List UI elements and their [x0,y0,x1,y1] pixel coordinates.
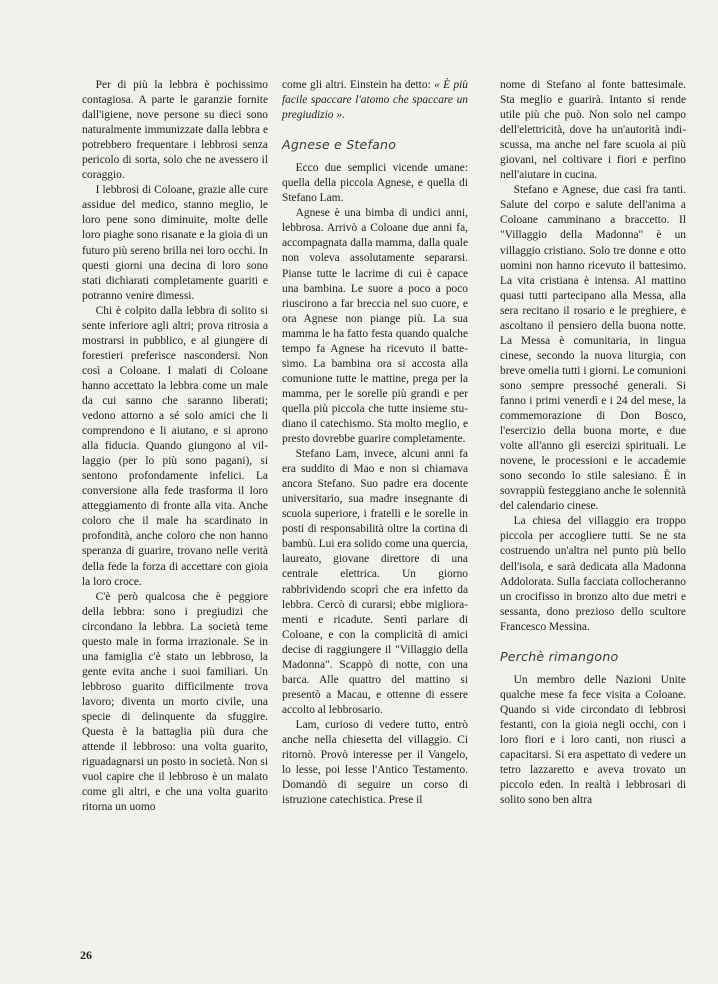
einstein-quote: « È più facile spaccare l'atomo che spaccare un pregiudizio ». [282,79,468,122]
paragraph: Ecco due semplici vicende umane: quella della piccola Agnese, e quella di Stefano Lam. [282,162,468,205]
paragraph: C'è però qualcosa che è peggiore della lebbra: sono i pregiudizi che circondano la lebbra. La società teme questo male in forma irrazionale. Se in una famiglia c'è stato un lebbroso, la gente evita anche i suoi familiari. Un lebbroso guarito difficilmente trova lavoro; diventa un morto civile, una specie di delinquente da sfuggire. Questa è la battaglia più dura che attende il lebbroso: una volta guarito, riguadagnarsi un posto in società. Non si vuol capire che il lebbroso è un malato come gli altri, e che una volta guarito ritorna un uomo [82,590,268,814]
paragraph: La chiesa del villaggio era troppo piccola per accogliere tutti. Se ne sta costruendo un'altra nel punto più bello dell'isola, e sarà dedicata alla Madonna Addolorata. Sulla facciata collocheranno un crocifisso in bronzo alto due metri e sessanta, dono prezioso dello scultore Francesco Messina. [500,515,686,633]
section-heading-agnese-stefano: Agnese e Stefano [282,137,397,153]
paragraph: I lebbrosi di Coloane, grazie alle cure assidue del medico, stanno meglio, le loro pene sono diminuite, molte delle loro piaghe sono risanate e la gioia di un futuro più sereno brilla nei loro occhi. In questi giorni una decina di loro sono stati dichiarati completamente guariti e potranno venire dimessi. [82,184,268,302]
paragraph: Lam, curioso di vedere tutto, entrò anche nella chiesetta del villaggio. Ci ritornò. Provò interesse per il Vangelo, lo lesse, poi lesse l'Antico Testamento. Domandò di seguire un corso di istruzione catechistica. Prese il [282,718,468,807]
paragraph-lead: come gli altri. Einstein ha detto: [282,79,431,91]
page-number: 26 [80,948,92,962]
paragraph: Stefano Lam, invece, alcuni anni fa era suddito di Mao e non si chiamava ancora Stefano. Suo padre era docente universitario, sua madre insegnante di scuola superiore, i fratelli e le sorelle in posti di responsabilità oltre la cortina di bambù. Lui era solido come una quercia, laureato, giovane direttore di una centrale elettrica. Un giorno rabbrividendo scoprì che era infetto da lebbra. Cercò di curarsi; ebbe miglioramenti e ricadute. Sentì parlare di Coloane, e con la complicità di amici decise di raggiungere il "Villaggio della Madonna". Scappò di notte, con una barca. Alle quattro del mattino si presentò a Macau, e ottenne di essere accolto al lebbrosario. [282,448,468,716]
paragraph: Agnese è una bimba di undici anni, lebbrosa. Arrivò a Coloane due anni fa, accompagnata dalla mamma, dalla quale non voleva assolutamente separarsi. Pianse tutte le lacrime di cui è capace una bambina. Le suore a poco a poco riuscirono a far breccia nel suo cuore, e ora Agnese non piange più. La sua mamma le ha fatto festa quando qualche tempo fa Agnese ha ricevuto il battesimo. La bambina ora si accosta alla comunione tutte le mattine, prega per la mamma, per le sorelle più grandi e per quella più piccola che tutte insieme studiano il catechismo. Sta molto meglio, e presto dovrebbe guarire completamente. [282,207,468,446]
paragraph: Stefano e Agnese, due casi fra tanti. Salute del corpo e salute dell'anima a Coloane camminano a braccetto. Il "Villaggio della Madonna" è un villaggio cristiano. Solo tre donne e otto uomini non hanno ricevuto il battesimo. La vita cristiana è intensa. Al mattino quasi tutti partecipano alla Messa, alla sera recitano il rosario e le preghiere, e ascoltano il pensiero della buona notte. La Messa è comunitaria, in lingua cinese, secondo la nuova liturgia, con breve omelia tutti i giorni. Le comunioni sono sempre pressoché generali. Si fanno i primi venerdì e i 24 del mese, la commemorazione di Don Bosco, l'esercizio della buona morte, e due volte all'anno gli esercizi spirituali. Le novene, le processioni e le accademie sono secondo lo stile salesiano. È in sovrappiù festeggiano anche le solennità del calendario cinese. [500,184,686,513]
column-middle [282,78,468,808]
paragraph: nome di Stefano al fonte battesimale. Sta meglio e guarirà. Intanto si rende utile più che può. Non solo nel campo dell'elettricità, dove ha un'autorità indiscussa, ma anche nel fare scuola ai più giovani, nel coltivare i fiori e perfino nell'aiutare in cucina. [500,79,686,182]
paragraph-with-quote [282,78,468,123]
paragraph: Chi è colpito dalla lebbra di solito si sente inferiore agli altri; prova ritrosia a mostrarsi in pubblico, e al giungere di forestieri preferisce nascondersi. Non così a Coloane. I malati di Coloane hanno accettato la lebbra come un male da cui sanno che saranno liberati; vedono attorno a sé solo amici che li comprendono e li aiutano, e si aprono alla fiducia. Quando giungono al villaggio (per lo più sono pagani), si sentono profondamente infelici. La conversione alla fede trasforma il loro atteggiamento di fronte alla vita. Anche coloro che il male ha scardinato in profondità, anche coloro che non hanno speranza di guarire, trovano nelle verità della fede la forza di accettare con gioia la loro croce. [82,304,268,588]
paragraph: Per di più la lebbra è pochissimo contagiosa. A parte le garanzie fornite dall'igiene, nove persone su dieci sono naturalmente immunizzate dalla lebbra e potrebbero frequentare i lebbrosi senza pericolo di sorta, solo che ne avessero il coraggio. [82,79,268,182]
section-heading-perche-rimangono: Perchè rimangono [500,648,619,664]
paragraph: Un membro delle Nazioni Unite qualche mese fa fece visita a Coloane. Quando si vide circondato di lebbrosi festanti, con la gioia negli occhi, con i loro fiori e i loro canti, non riuscì a capacitarsi. Si era aspettato di vedere un tetro lazzaretto e aveva trovato un piccolo eden. In realtà i lebbrosari di solito sono ben altra [500,673,686,807]
column-right [500,78,686,808]
column-left [82,78,268,815]
